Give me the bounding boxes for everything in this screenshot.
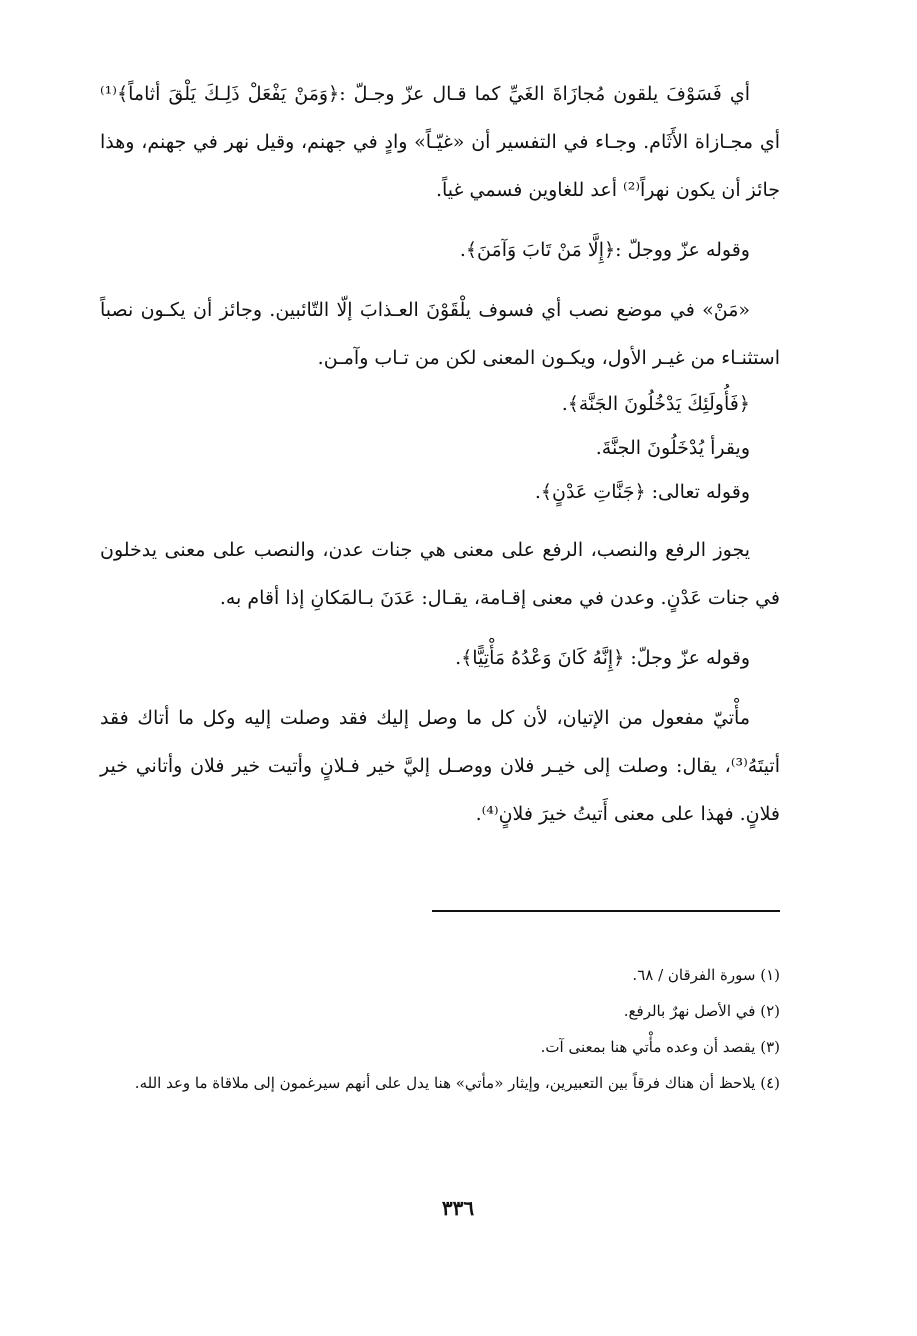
paragraph-9: مأْتيّ مفعول من الإتيان، لأن كل ما وصل إليك فقد وصلت إليه وكل ما أتاك فقد أتيتَهُ⁽³⁾، يقال: وصلت إلى خيـر فلان ووصـل إليَّ خير فـلانٍ وأتيت خير فلان وأتاني خير فلانٍ. فهذا على معنى أَتيتُ خيرَ فلانٍ⁽⁴⁾.: [100, 707, 780, 825]
footnote-1: (١) سورة الفرقان / ٦٨.: [632, 966, 780, 984]
footnote-2: (٢) في الأصل نهرٌ بالرفع.: [623, 1002, 780, 1020]
paragraph-7: يجوز الرفع والنصب، الرفع على معنى هي جنات عدن، والنصب على معنى يدخلون في جنات عَدْنٍ. وعدن في معنى إقـامة، يقـال: عَدَنَ بـالمَكانِ إذا أقام به.: [100, 539, 780, 609]
footnote-3: (٣) يقصد أن وعده مأْتي هنا بمعنى آت.: [540, 1038, 780, 1056]
main-text: [100, 70, 780, 838]
paragraph-5: ويقرأ يُدْخَلُونَ الجنَّةَ.: [595, 437, 750, 459]
footnote-divider: [432, 910, 780, 912]
paragraph-1: أي فَسَوْفَ يلقون مُجازَاةَ الغَيِّ كما قـال عزّ وجـلّ :﴿وَمَنْ يَفْعَلْ ذَلِـكَ يَلْقَ أثاماً﴾⁽¹⁾ أي مجـازاة الأَثَام. وجـاء في التفسير أن «غيّـاً» وادٍ في جهنم، وقيل نهر في جهنم، وهذا جائز أن يكون نهراً⁽²⁾ أعد للغاوين فسمي غياً.: [100, 83, 780, 201]
footnote-4: (٤) يلاحظ أن هناك فرقاً بين التعبيرين، وإيثار «مأتي» هنا يدل على أنهم سيرغمون إلى ملاقاة ما وعد الله.: [134, 1074, 780, 1092]
paragraph-3: «مَنْ» في موضع نصب أي فسوف يلْقَوْنَ العـذابَ إلّا التّائبين. وجائز أن يكـون نصباً استثنـاء من غيـر الأول، ويكـون المعنى لكن من تـاب وآمـن.: [100, 299, 780, 369]
page-number: ٣٣٦: [441, 1196, 475, 1220]
paragraph-2: وقوله عزّ ووجلّ :﴿إِلَّا مَنْ تَابَ وَآمَنَ﴾.: [459, 239, 750, 261]
footnotes: [100, 960, 780, 1104]
paragraph-8: وقوله عزّ وجلّ: ﴿إِنَّهُ كَانَ وَعْدُهُ مَأْتِيًّا﴾.: [455, 647, 750, 669]
paragraph-6: وقوله تعالى: ﴿جَنَّاتِ عَدْنٍ﴾.: [534, 481, 750, 503]
paragraph-4: ﴿فَأُولَئِكَ يَدْخُلُونَ الجَنَّة﴾.: [561, 393, 750, 415]
